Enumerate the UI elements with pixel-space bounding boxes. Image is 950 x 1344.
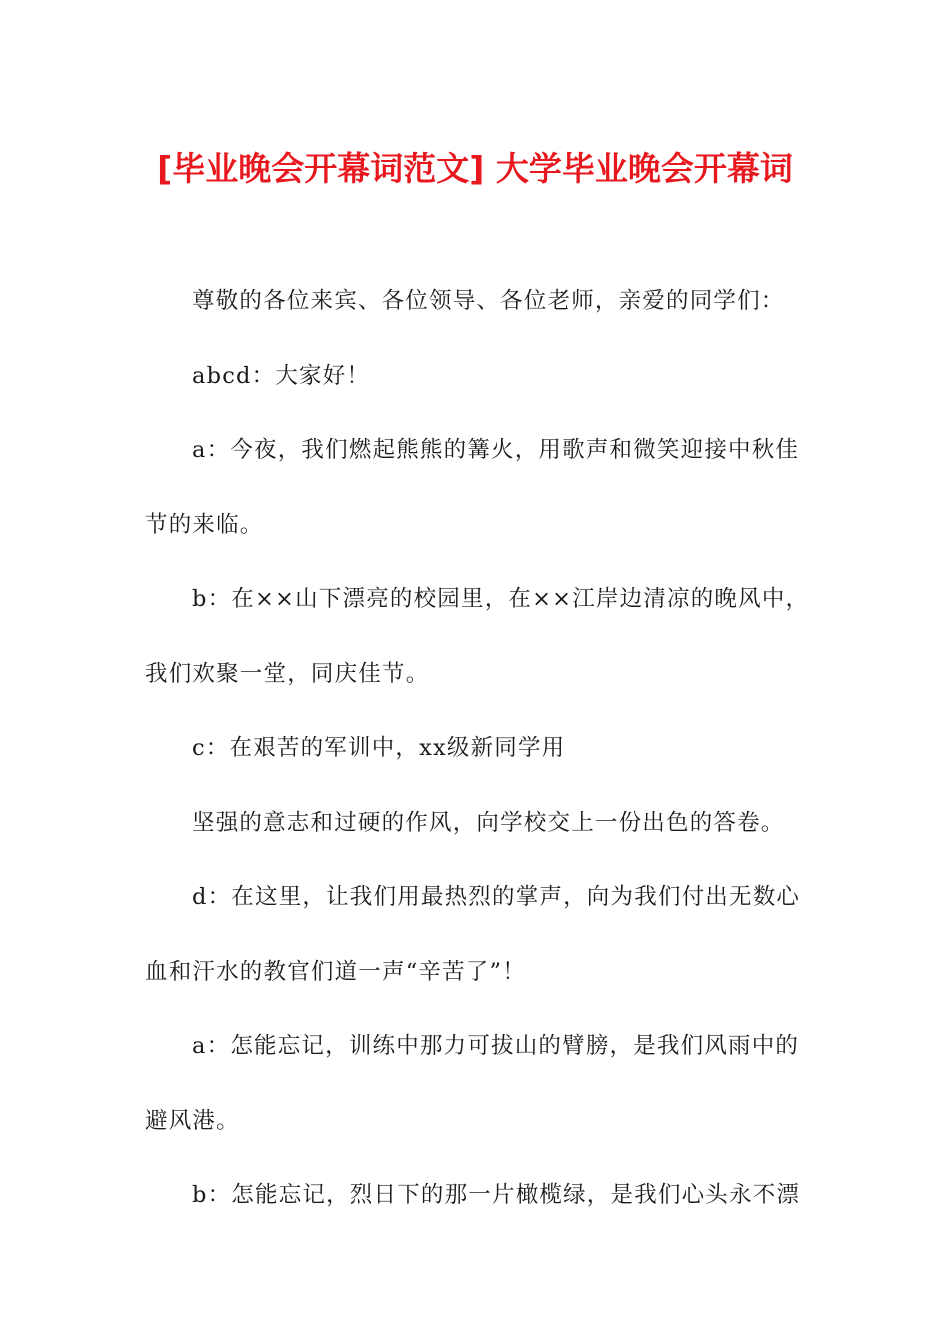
document-body [145,278,810,1247]
paragraph-continuation-line: 我们欢聚一堂，同庆佳节。 [145,660,430,687]
paragraph-line: a：怎能忘记，训练中那力可拔山的臂膀，是我们风雨中的 [192,1033,800,1059]
greeting-line: 尊敬的各位来宾、各位领导、各位老师，亲爱的同学们： [192,288,785,314]
paragraph-continuation-line: 血和汗水的教官们道一声“辛苦了”！ [145,958,526,985]
paragraph-line: abcd：大家好！ [192,362,371,389]
paragraph-line: c：在艰苦的军训中，xx级新同学用 [192,735,566,761]
document-title: [毕业晚会开幕词范文] 大学毕业晚会开幕词 [157,149,793,188]
paragraph-continuation-line: 避风港。 [145,1107,240,1134]
paragraph-line: b：怎能忘记，烈日下的那一片橄榄绿，是我们心头永不漂 [192,1182,801,1208]
paragraph-continuation-line: 节的来临。 [145,511,264,538]
paragraph-line: b：在××山下漂亮的校园里，在××江岸边清凉的晚风中， [192,586,810,612]
paragraph-line: d：在这里，让我们用最热烈的掌声，向为我们付出无数心 [192,884,801,910]
paragraph-line: a：今夜，我们燃起熊熊的篝火，用歌声和微笑迎接中秋佳 [192,437,800,463]
paragraph-line: 坚强的意志和过硬的作风，向学校交上一份出色的答卷。 [192,809,785,836]
